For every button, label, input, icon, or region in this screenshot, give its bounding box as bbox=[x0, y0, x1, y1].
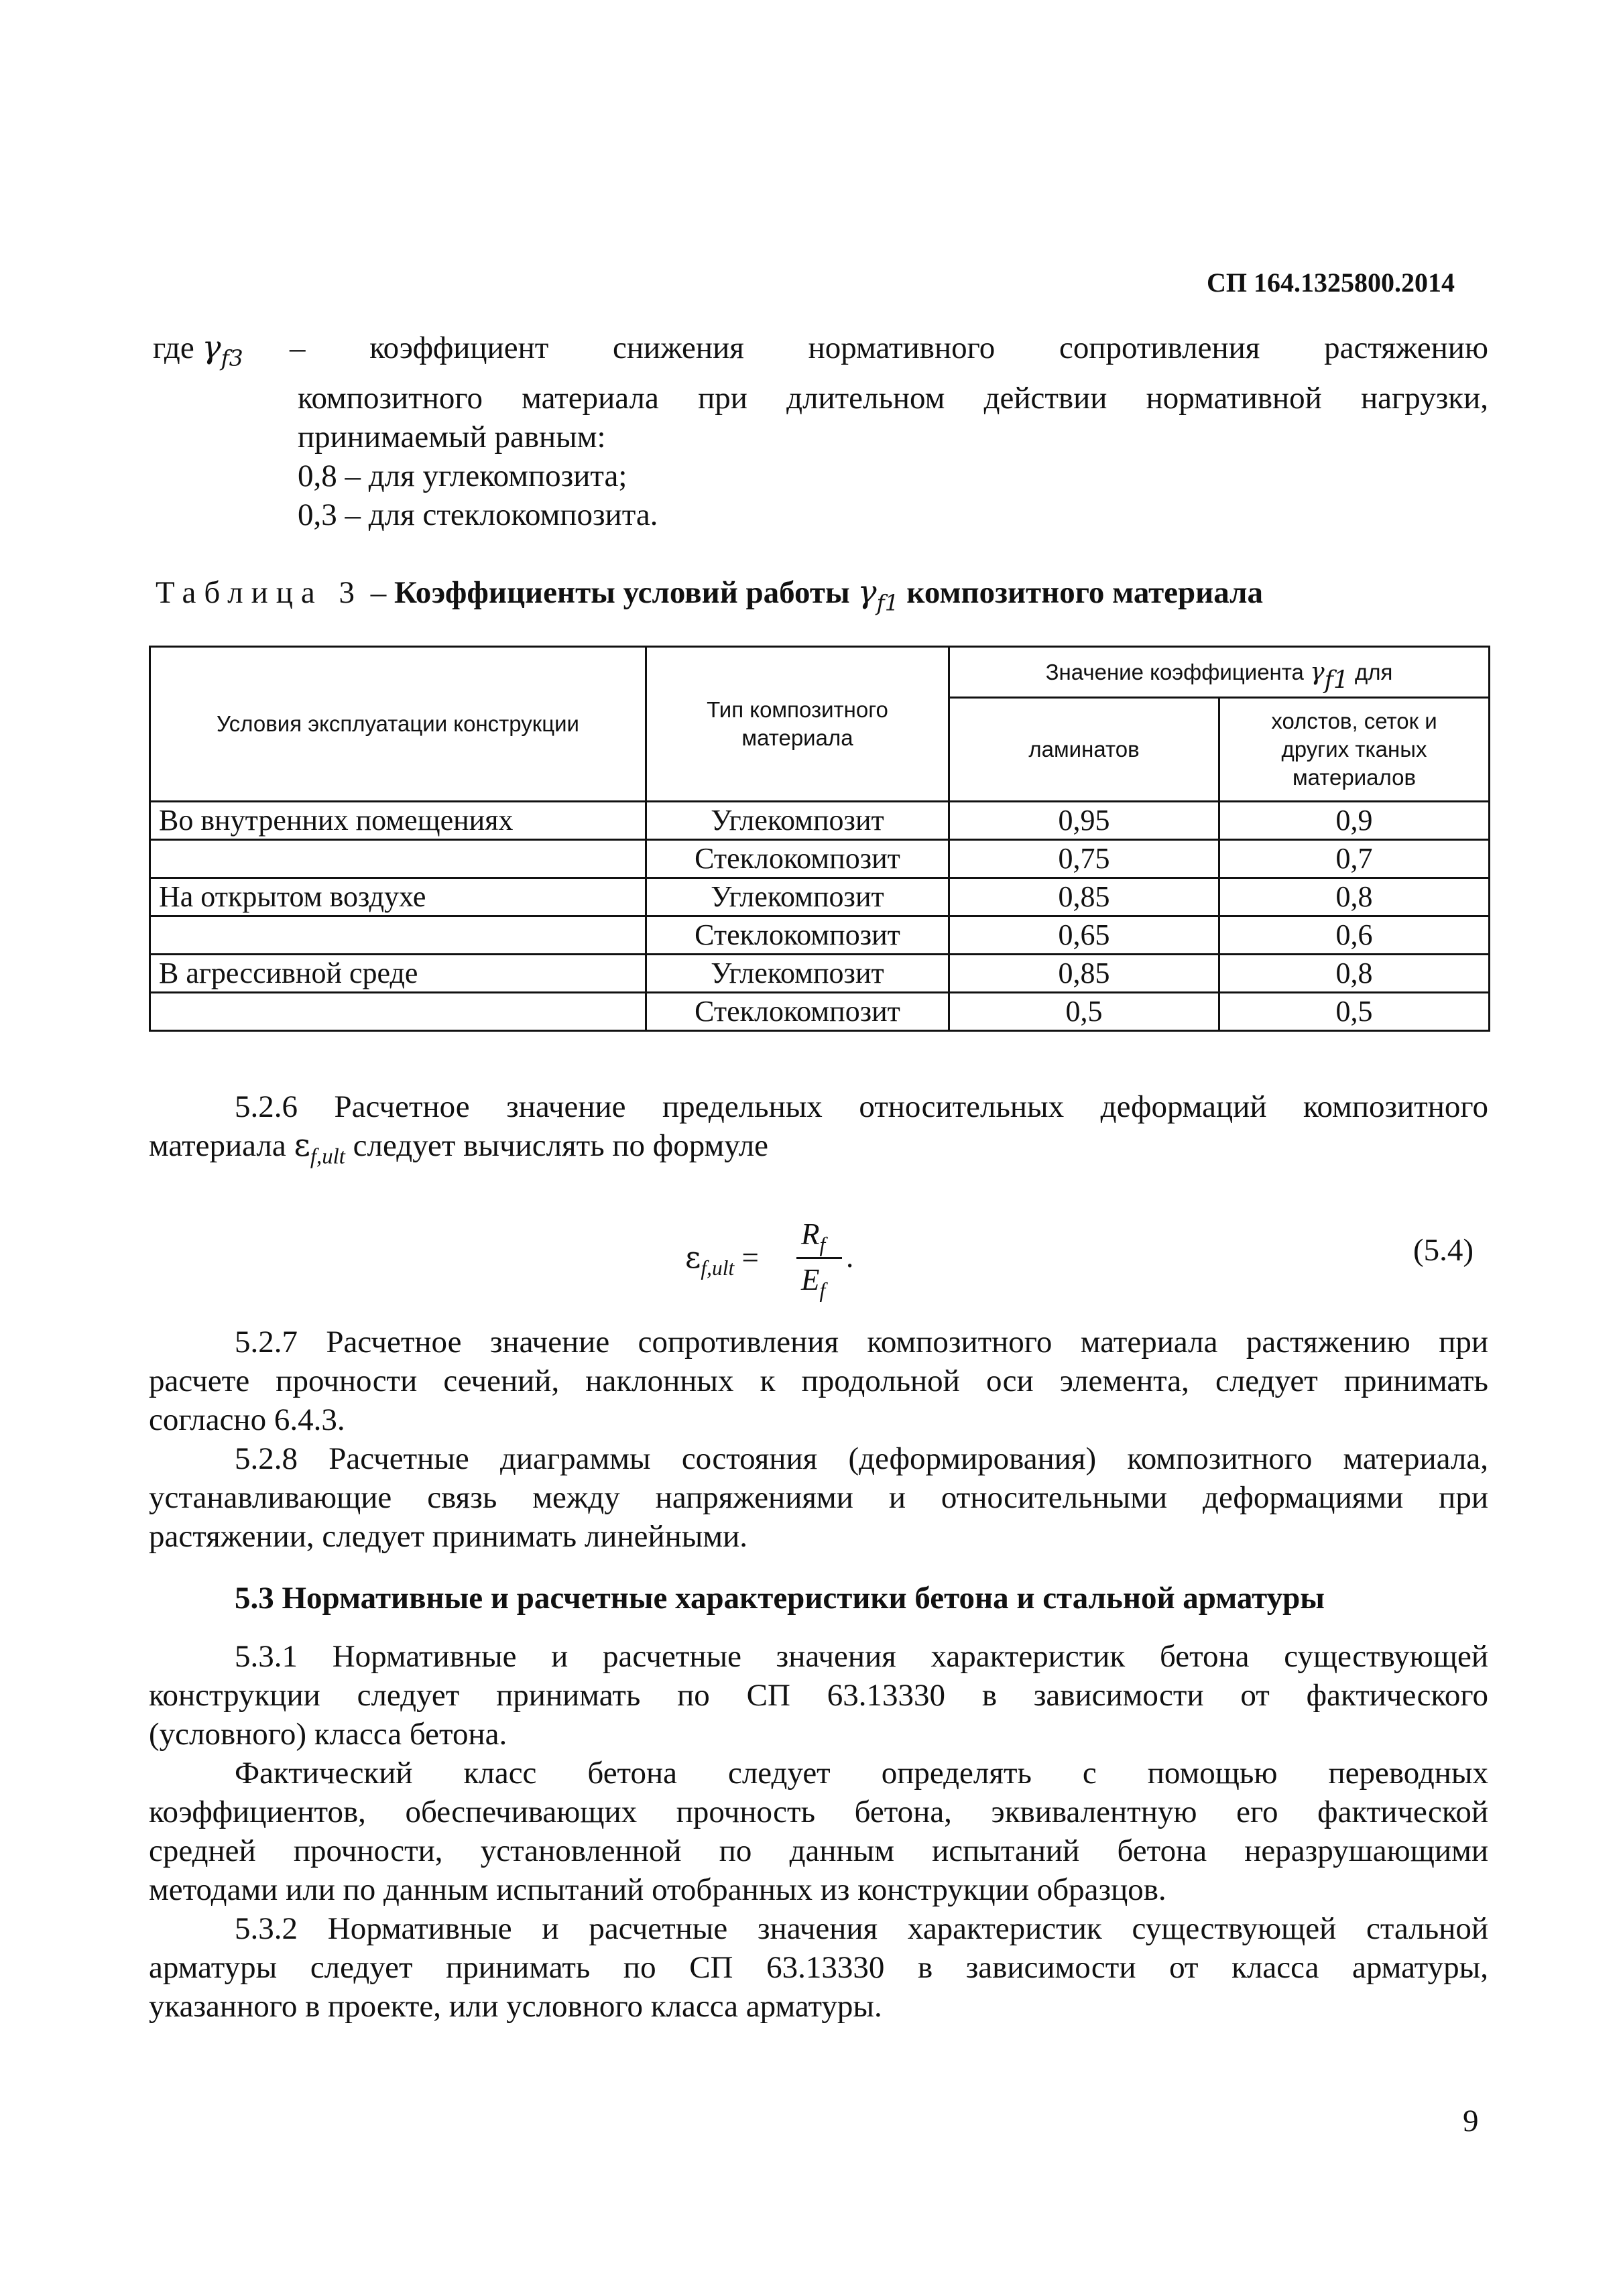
intro-where bbox=[153, 328, 243, 371]
formula-5-4 bbox=[685, 1217, 886, 1304]
cell-fabrics: 0,8 bbox=[1219, 878, 1490, 916]
cell-type: Углекомпозит bbox=[646, 878, 949, 916]
table-row bbox=[150, 916, 1490, 955]
cell-fabrics: 0,7 bbox=[1219, 840, 1490, 878]
header-material-type bbox=[646, 647, 949, 802]
coefficients-table bbox=[149, 646, 1490, 1032]
gamma-subscript: f1 bbox=[876, 589, 899, 616]
header-fabrics-line: холстов, сеток и bbox=[1271, 709, 1437, 733]
paragraph-fact-line-4: методами или по данным испытаний отобранных из конструкции образцов. bbox=[149, 1872, 1166, 1907]
section-heading-5-3: 5.3 Нормативные и расчетные характеристики бетона и стальной арматуры bbox=[235, 1581, 1325, 1616]
header-group-tail: для bbox=[1354, 659, 1393, 684]
paragraph-5-3-1-line-3: (условного) класса бетона. bbox=[149, 1717, 507, 1752]
epsilon-subscript: f,ult bbox=[701, 1256, 735, 1280]
gamma-subscript: f3 bbox=[221, 345, 243, 371]
formula-numerator bbox=[801, 1217, 826, 1257]
cell-condition: На открытом воздухе bbox=[150, 878, 646, 916]
header-fabrics-line: других тканых bbox=[1281, 737, 1427, 762]
table-caption bbox=[156, 573, 1264, 616]
formula-number: (5.4) bbox=[1413, 1233, 1474, 1268]
paragraph-5-2-8-line-1: 5.2.8 Расчетные диаграммы состояния (деформирования) композитного материала, bbox=[235, 1441, 1488, 1476]
intro-line-4: 0,8 – для углекомпозита; bbox=[298, 459, 627, 493]
intro-word: нормативного bbox=[808, 330, 996, 365]
paragraph-5-3-2-line-3: указанного в проекте, или условного класса арматуры. bbox=[149, 1989, 882, 2024]
epsilon-symbol: ε bbox=[685, 1240, 701, 1275]
table-row bbox=[150, 955, 1490, 993]
numerator-subscript: f bbox=[819, 1233, 826, 1257]
header-group-text: Значение коэффициента bbox=[1045, 659, 1304, 684]
paragraph-fact-line-1: Фактический класс бетона следует определять с помощью переводных bbox=[235, 1756, 1488, 1791]
equals-sign: = bbox=[741, 1241, 759, 1274]
numerator-symbol: R bbox=[801, 1217, 820, 1251]
cell-condition bbox=[150, 916, 646, 955]
paragraph-fact-line-3: средней прочности, установленной по данным испытаний бетона неразрушающими bbox=[149, 1833, 1488, 1868]
cell-condition: Во внутренних помещениях bbox=[150, 802, 646, 840]
cell-condition bbox=[150, 840, 646, 878]
intro-line-5: 0,3 – для стеклокомпозита. bbox=[298, 497, 658, 532]
table-header-row bbox=[150, 647, 1490, 698]
cell-type: Углекомпозит bbox=[646, 802, 949, 840]
paragraph-5-3-2-line-1: 5.3.2 Нормативные и расчетные значения характеристик существующей стальной bbox=[235, 1911, 1488, 1946]
cell-type: Углекомпозит bbox=[646, 955, 949, 993]
cell-fabrics: 0,5 bbox=[1219, 993, 1490, 1031]
cell-fabrics: 0,8 bbox=[1219, 955, 1490, 993]
intro-line-3: принимаемый равным: bbox=[298, 420, 606, 455]
cell-type: Стеклокомпозит bbox=[646, 840, 949, 878]
header-material-type-line: материала bbox=[741, 725, 853, 750]
gamma-symbol: γ bbox=[857, 574, 877, 611]
table-caption-label: Таблица 3 bbox=[156, 575, 363, 610]
epsilon-subscript: f,ult bbox=[310, 1144, 345, 1169]
denominator-symbol: E bbox=[801, 1263, 820, 1296]
cell-laminates: 0,95 bbox=[949, 802, 1219, 840]
epsilon-symbol: ε bbox=[294, 1127, 310, 1164]
header-material-type-line: Тип композитного bbox=[707, 697, 888, 722]
intro-line-2: композитного материала при длительном действии нормативной нагрузки, bbox=[298, 381, 1488, 416]
cell-laminates: 0,5 bbox=[949, 993, 1219, 1031]
gamma-symbol: γ bbox=[1310, 658, 1325, 686]
header-laminates: ламинатов bbox=[949, 698, 1219, 802]
table-row bbox=[150, 802, 1490, 840]
table-row bbox=[150, 840, 1490, 878]
table-caption-dash: – bbox=[363, 575, 395, 610]
denominator-subscript: f bbox=[819, 1278, 826, 1303]
header-fabrics-line: материалов bbox=[1292, 765, 1417, 790]
table-caption-title: Коэффициенты условий работы bbox=[394, 575, 850, 610]
paragraph-word: материала bbox=[149, 1128, 286, 1163]
paragraph-5-3-2-line-2: арматуры следует принимать по СП 63.13330 в зависимости от класса арматуры, bbox=[149, 1950, 1488, 1985]
paragraph-fact-line-2: коэффициентов, обеспечивающих прочность бетона, эквивалентную его фактической bbox=[149, 1795, 1488, 1829]
paragraph-word: следует вычислять по формуле bbox=[353, 1128, 769, 1163]
header-fabrics bbox=[1219, 698, 1490, 802]
intro-line-1 bbox=[290, 328, 1488, 367]
page-number: 9 bbox=[1463, 2104, 1479, 2138]
formula-denominator bbox=[801, 1262, 826, 1303]
paragraph-5-2-7-line-3: согласно 6.4.3. bbox=[149, 1402, 345, 1437]
cell-type: Стеклокомпозит bbox=[646, 993, 949, 1031]
header-conditions: Условия эксплуатации конструкции bbox=[150, 647, 646, 802]
paragraph-5-2-6-line-1: 5.2.6 Расчетное значение предельных относительных деформаций композитного bbox=[235, 1089, 1488, 1124]
paragraph-5-2-8-line-2: устанавливающие связь между напряжениями и относительными деформациями при bbox=[149, 1480, 1488, 1515]
cell-condition: В агрессивной среде bbox=[150, 955, 646, 993]
paragraph-5-2-7-line-2: расчете прочности сечений, наклонных к продольной оси элемента, следует принимать bbox=[149, 1364, 1488, 1398]
table-row bbox=[150, 993, 1490, 1031]
cell-type: Стеклокомпозит bbox=[646, 916, 949, 955]
document-code: СП 164.1325800.2014 bbox=[1207, 267, 1455, 298]
paragraph-5-3-1-line-2: конструкции следует принимать по СП 63.13330 в зависимости от фактического bbox=[149, 1678, 1488, 1713]
cell-fabrics: 0,6 bbox=[1219, 916, 1490, 955]
paragraph-5-2-6-line-2 bbox=[149, 1126, 769, 1169]
cell-condition bbox=[150, 993, 646, 1031]
cell-laminates: 0,85 bbox=[949, 955, 1219, 993]
cell-laminates: 0,85 bbox=[949, 878, 1219, 916]
paragraph-5-2-7-line-1: 5.2.7 Расчетное значение сопротивления композитного материала растяжению при bbox=[235, 1325, 1488, 1360]
cell-laminates: 0,65 bbox=[949, 916, 1219, 955]
intro-where-word: где bbox=[153, 330, 194, 365]
cell-laminates: 0,75 bbox=[949, 840, 1219, 878]
intro-word: – коэффициент bbox=[290, 330, 549, 365]
formula-lhs bbox=[685, 1240, 759, 1280]
gamma-symbol: γ bbox=[202, 329, 221, 366]
intro-word: снижения bbox=[613, 330, 744, 365]
gamma-subscript: f1 bbox=[1324, 666, 1349, 694]
formula-dot: . bbox=[846, 1240, 854, 1274]
fraction-bar bbox=[796, 1257, 842, 1259]
table-row bbox=[150, 878, 1490, 916]
intro-word: сопротивления bbox=[1059, 330, 1260, 365]
paragraph-5-3-1-line-1: 5.3.1 Нормативные и расчетные значения характеристик бетона существующей bbox=[235, 1639, 1488, 1674]
paragraph-5-2-8-line-3: растяжении, следует принимать линейными. bbox=[149, 1519, 747, 1554]
header-coefficient-group bbox=[949, 647, 1490, 698]
intro-word: растяжению bbox=[1324, 330, 1489, 365]
table-caption-title-end: композитного материала bbox=[906, 575, 1264, 610]
cell-fabrics: 0,9 bbox=[1219, 802, 1490, 840]
